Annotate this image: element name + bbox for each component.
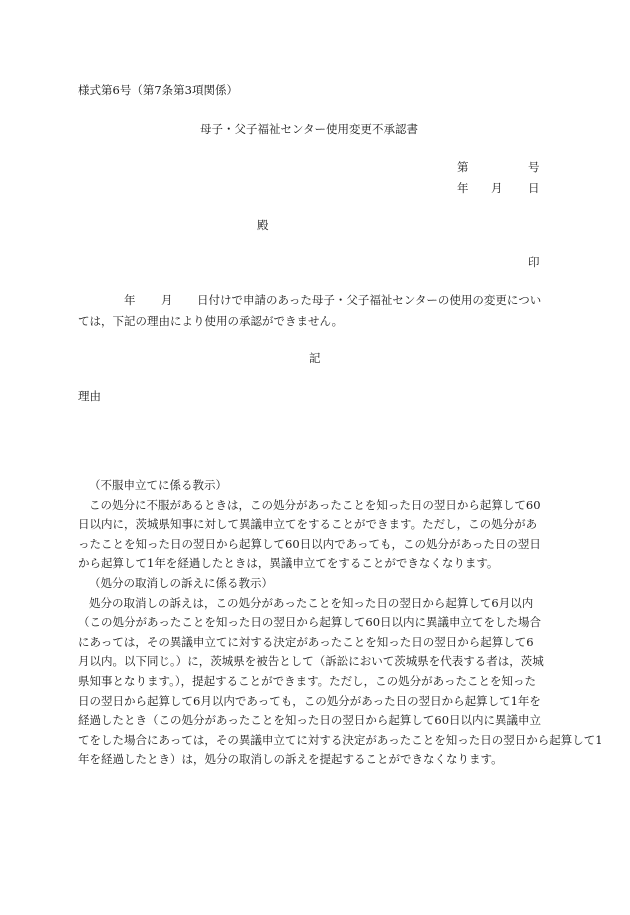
notice-line: （この処分があったことを知った日の翌日から起算して60日以内に異議申立てをした場合: [78, 615, 542, 630]
form-number: 様式第6号（第7条第3項関係）: [78, 83, 238, 97]
lawsuit-heading: （処分の取消しの訴えに係る教示）: [89, 575, 273, 590]
notice-line: ったことを知った日の翌日から起算して60日以内であっても，この処分があった日の翌日: [78, 536, 541, 551]
notice-line: にあっては，その異議申立てに対する決定があったことを知った日の翌日から起算して6: [78, 634, 534, 649]
notice-line: 日以内に，茨城県知事に対して異議申立てをすることができます。ただし，この処分があ: [78, 517, 538, 532]
reason-label: 理由: [78, 389, 101, 403]
notice-line: 年を経過したとき）は，処分の取消しの訴えを提起することができなくなります。: [78, 752, 503, 767]
body-month-label: 月: [161, 293, 173, 307]
notice-line: から起算して1年を経過したときは，異議申立てをすることができなくなります。: [78, 556, 499, 571]
doc-number-prefix: 第: [457, 160, 469, 174]
appeal-notice: [78, 476, 603, 770]
objection-heading: （不服申立てに係る教示）: [89, 478, 227, 492]
document-title: 母子・父子福祉センター使用変更不承認書: [200, 122, 419, 136]
notice-line: 処分の取消しの訴えは，この処分があったことを知った日の翌日から起算して6月以内: [89, 595, 534, 610]
date-year-label: 年: [457, 181, 469, 195]
body-line-1: 日付けで申請のあった母子・父子福祉センターの使用の変更につい: [197, 293, 542, 307]
notice-line: 日の翌日から起算して6月以内であっても，この処分があった日の翌日から起算して1年を: [78, 693, 541, 708]
body-line-2: ては，下記の理由により使用の承認ができません。: [78, 314, 344, 328]
notice-line: 経過したとき（この処分があったことを知った日の翌日から起算して60日以内に異議申立: [78, 713, 542, 728]
date-day-label: 日: [528, 181, 540, 195]
notice-line: 月以内。以下同じ。）に，茨城県を被告として（訴訟において茨城県を代表する者は，茨城: [78, 654, 544, 669]
date-month-label: 月: [491, 181, 503, 195]
doc-number-suffix: 号: [528, 160, 540, 174]
addressee-suffix: 殿: [257, 218, 269, 232]
body-year-label: 年: [124, 293, 136, 307]
ki-heading: 記: [309, 351, 321, 365]
notice-line: この処分に不服があるときは，この処分があったことを知った日の翌日から起算して60: [89, 497, 541, 512]
notice-line: てをした場合にあっては，その異議申立てに対する決定があったことを知った日の翌日から起算して1: [78, 732, 603, 747]
notice-line: 県知事となります。），提起することができます。ただし，この処分があったことを知った: [78, 673, 537, 688]
seal-mark: 印: [528, 255, 540, 269]
